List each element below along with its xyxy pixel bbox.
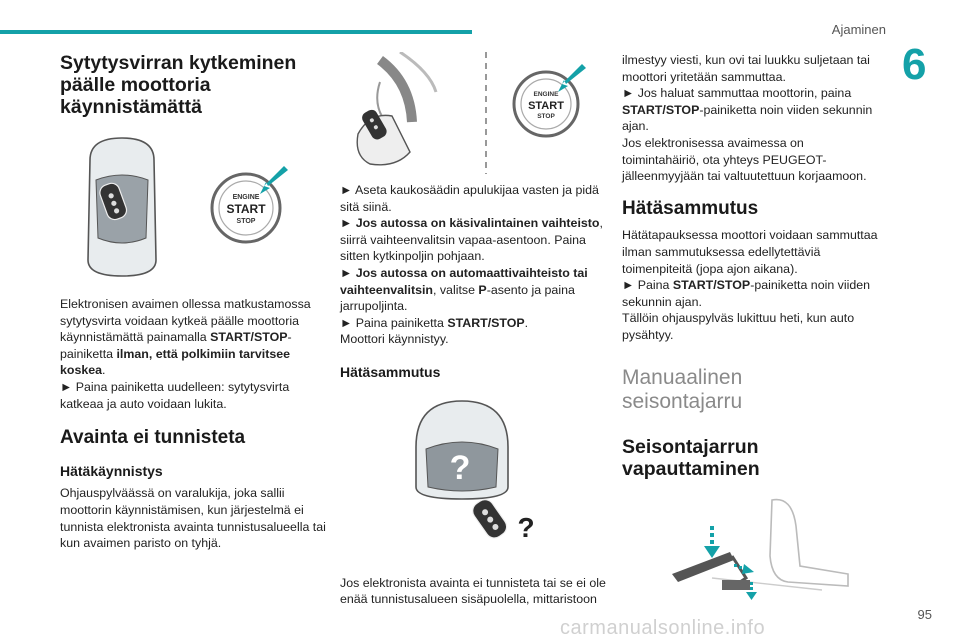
paragraph-column-locks: Tällöin ohjauspylväs lukittuu heti, kun auto pysähtyy.: [622, 311, 855, 342]
paragraph-emergency-start: Ohjauspylväässä on varalukija, joka sallii moottorin käynnistämisen, kun järjestelmä ei tunnista elektronista avainta tunnistusalueella tai kun avaimen paristo on tyhjä.: [60, 486, 326, 551]
electronic-key-icon: [469, 496, 510, 541]
svg-text:STOP: STOP: [537, 113, 555, 120]
paragraph-emergency-stop: Hätätapauksessa moottori voidaan sammuttaa ilman sammutuksessa edellytettäviä toimenpiteitä (jopa ajon aikana).: [622, 228, 878, 276]
backup-reader-figure: [340, 52, 608, 174]
page-number: 95: [917, 607, 932, 622]
chapter-number: 6: [902, 40, 927, 89]
svg-text:START: START: [226, 202, 266, 216]
bullet-manual-gearbox: ► Jos autossa on käsivalintainen vaihteisto, siirrä vaihteenvalitsin vapaa-asentoon. Paina sitten kytkinpoljin pohjaan.: [340, 216, 603, 264]
paragraph-key-not-detected: Jos elektronista avainta ei tunnisteta tai se ei ole enää tunnistusalueen sisäpuolella, mittaristoon: [340, 575, 606, 607]
svg-text:?: ?: [517, 511, 535, 543]
svg-text:ENGINE: ENGINE: [533, 91, 559, 98]
paragraph-ignition: Elektronisen avaimen ollessa matkustamossa sytytysvirta voidaan kytkeä päälle moottoria käynnistämättä painamalla START/STOP-painiketta ilman, että polkimiin tarvitsee koskea.: [60, 297, 311, 378]
svg-text:START: START: [528, 100, 564, 112]
section-title: Ajaminen: [831, 22, 886, 37]
paragraph-message-appears: ilmestyy viesti, kun ovi tai luukku suljetaan tai moottori yritetään sammuttaa.: [622, 53, 870, 84]
header-accent-bar: [0, 30, 472, 34]
heading-emergency-start: Hätäkäynnistys: [60, 462, 163, 479]
bullet-place-remote: ► Aseta kaukosäädin apulukijaa vasten ja pidä sitä siinä.: [340, 183, 599, 214]
bullet-stop-engine: ► Jos haluat sammuttaa moottorin, paina START/STOP-painiketta noin viiden sekunnin ajan.: [622, 86, 873, 134]
svg-text:STOP: STOP: [236, 218, 256, 225]
paragraph-key-malfunction: Jos elektronisessa avaimessa on toimintahäiriö, ota yhteys PEUGEOT-jälleenmyyjään tai valtuutettuun korjaamoon.: [622, 135, 867, 184]
seat-icon: [770, 499, 848, 585]
brake-lever-icon: [672, 552, 734, 582]
heading-release-parking-brake: Seisontajarrun vapauttaminen: [622, 435, 760, 480]
parking-brake-lever-figure: [622, 486, 884, 604]
steering-wheel-icon: [380, 60, 412, 122]
engine-starts-text: Moottori käynnistyy.: [340, 332, 449, 347]
watermark: carmanualsonline.info: [560, 617, 766, 639]
svg-text:?: ?: [449, 448, 471, 487]
start-stop-button-icon: [514, 64, 586, 136]
key-not-detected-figure: [340, 391, 608, 551]
column-1: [60, 52, 328, 552]
car-key-start-figure: [60, 132, 328, 282]
bullet-press-five-seconds: ► Paina START/STOP-painiketta noin viiden sekunnin ajan.: [622, 278, 871, 309]
heading-key-not-recognized: Avainta ei tunnisteta: [60, 427, 246, 449]
bullet-press-again: ► Paina painiketta uudelleen: sytytysvirta katkeaa ja auto voidaan lukita.: [60, 379, 290, 411]
column-2: [340, 52, 608, 608]
pull-up-arrow-icon: [704, 526, 720, 558]
heading-emergency-stop-main: Hätäsammutus: [622, 197, 759, 219]
heading-ignition-without-start: Sytytysvirran kytkeminen päälle moottoria käynnistämättä: [60, 52, 297, 118]
bullet-press-start-stop: ► Paina painiketta START/STOP.: [340, 315, 529, 330]
start-stop-button-icon: [212, 166, 288, 242]
bullet-automatic-gearbox: ► Jos autossa on automaattivaihteisto tai vaihteenvalitsin, valitse P-asento ja paina jarrupoljinta.: [340, 265, 588, 314]
column-3: [622, 52, 884, 604]
heading-emergency-stop: Hätäsammutus: [340, 363, 441, 380]
svg-text:ENGINE: ENGINE: [232, 194, 260, 201]
heading-manual-parking-brake: Manuaalinen seisontajarru: [622, 365, 743, 413]
